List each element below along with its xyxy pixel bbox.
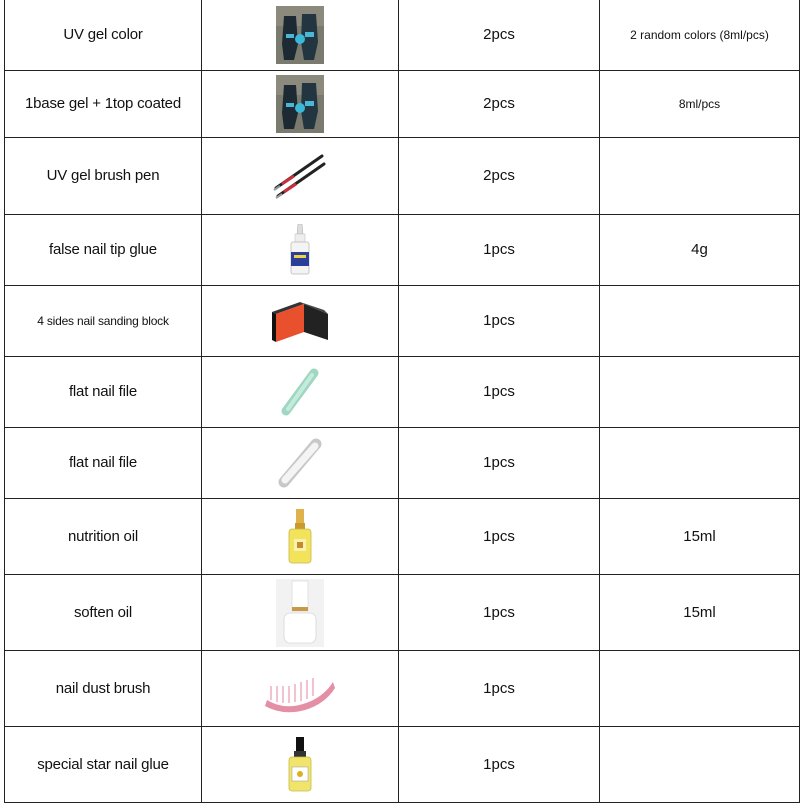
item-quantity: 1pcs xyxy=(483,755,515,773)
item-spec: 2 random colors (8ml/pcs) xyxy=(630,27,769,42)
sanding-block-icon xyxy=(270,298,330,344)
item-name: 1base gel + 1top coated xyxy=(25,95,181,112)
product-contents-table xyxy=(4,0,800,803)
glue-bottle-icon xyxy=(285,224,315,276)
item-quantity: 1pcs xyxy=(483,312,515,329)
item-name: false nail tip glue xyxy=(49,241,157,258)
star-glue-bottle-icon xyxy=(284,737,316,793)
table-row xyxy=(5,651,800,727)
item-spec: 15ml xyxy=(683,527,716,545)
clear-bottle-icon xyxy=(276,579,324,647)
dust-brush-icon xyxy=(263,664,337,714)
item-name: nail dust brush xyxy=(55,679,151,697)
item-name: UV gel color xyxy=(63,25,143,43)
gel-polish-bottles-icon xyxy=(276,75,324,133)
item-quantity: 1pcs xyxy=(483,679,515,697)
gel-polish-bottles-icon xyxy=(276,6,324,64)
item-name: nutrition oil xyxy=(68,527,138,545)
item-name: soften oil xyxy=(73,603,133,621)
item-spec: 4g xyxy=(691,241,708,258)
item-quantity: 1pcs xyxy=(483,603,515,621)
table-row xyxy=(5,0,800,71)
table-row xyxy=(5,286,800,357)
table-row xyxy=(5,727,800,803)
table-row xyxy=(5,575,800,651)
item-quantity: 1pcs xyxy=(483,241,515,258)
brush-pens-icon xyxy=(272,152,328,200)
item-name: 4 sides nail sanding block xyxy=(37,314,169,328)
item-quantity: 2pcs xyxy=(483,167,515,184)
table-row xyxy=(5,215,800,286)
item-spec: 15ml xyxy=(683,603,716,621)
item-quantity: 2pcs xyxy=(483,25,515,43)
table-row xyxy=(5,71,800,138)
table-row xyxy=(5,428,800,499)
item-quantity: 1pcs xyxy=(483,383,515,400)
item-quantity: 2pcs xyxy=(483,95,515,112)
item-spec: 8ml/pcs xyxy=(678,97,721,111)
item-name: UV gel brush pen xyxy=(46,167,160,184)
table-row xyxy=(5,138,800,215)
item-quantity: 1pcs xyxy=(483,527,515,545)
item-name: flat nail file xyxy=(68,383,138,400)
white-nail-file-icon xyxy=(276,436,324,490)
item-name: flat nail file xyxy=(68,454,138,471)
table-row xyxy=(5,357,800,428)
green-nail-file-icon xyxy=(278,367,322,417)
oil-bottle-icon xyxy=(285,509,315,565)
item-name: special star nail glue xyxy=(37,755,169,773)
item-quantity: 1pcs xyxy=(483,454,515,471)
table-row xyxy=(5,499,800,575)
